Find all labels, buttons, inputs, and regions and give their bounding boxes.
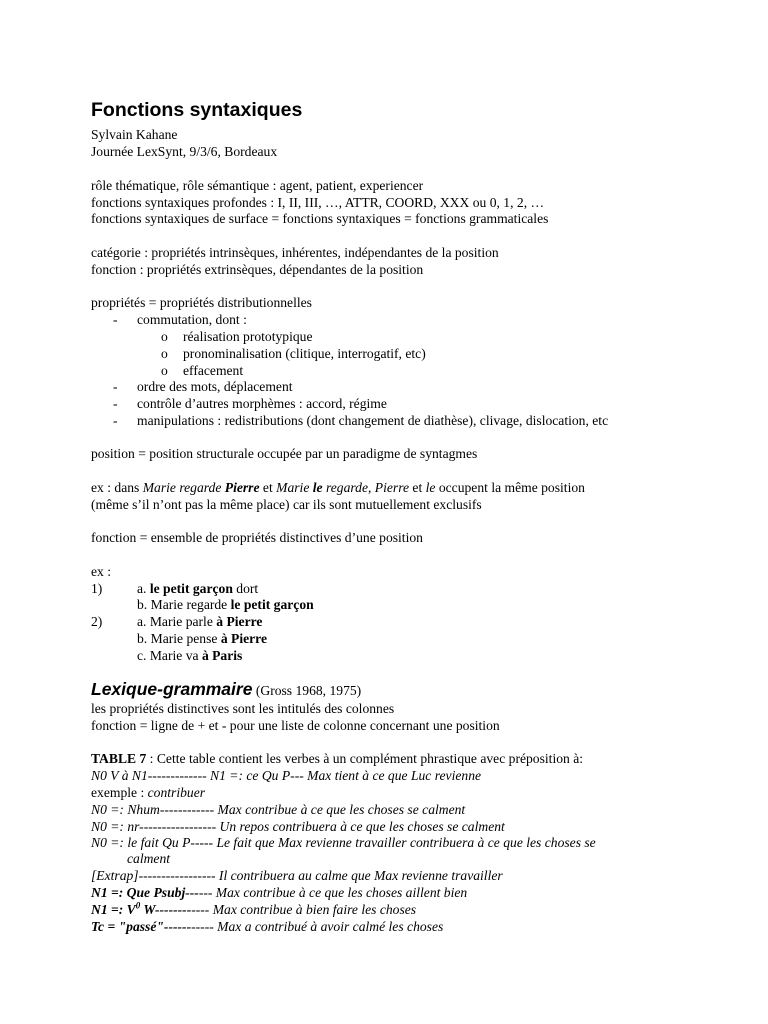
properties-intro: propriétés = propriétés distributionnelles — [91, 295, 312, 310]
text-line: fonctions syntaxiques profondes : I, II, III, …, ATTR, COORD, XXX ou 0, 1, 2, … — [91, 195, 545, 210]
example-item — [137, 597, 314, 614]
sub-list-item: effacement — [183, 363, 244, 378]
text-run: Marie pense — [150, 631, 221, 646]
sub-list-item: réalisation prototypique — [183, 329, 313, 344]
list-item: manipulations : redistributions (dont changement de diathèse), clivage, dislocation, etc — [137, 413, 609, 428]
author-line: Sylvain Kahane — [91, 127, 178, 142]
text-run: , — [368, 480, 375, 495]
example-number: 2) — [91, 614, 103, 629]
text-line: fonction : propriétés extrinsèques, dépendantes de la position — [91, 262, 424, 277]
text-run: Marie parle — [149, 614, 217, 629]
list-bullet: - — [113, 396, 118, 411]
example-sentence-continued: (même s’il n’ont pas la même place) car ils sont mutuellement exclusifs — [91, 497, 482, 512]
examples-label: ex : — [91, 564, 112, 579]
sub-list-bullet: o — [161, 363, 168, 378]
text-run: N1 =: Que Psubj--- — [91, 885, 199, 900]
table-row: N0 =: le fait Qu P----- Le fait que Max revienne travailler contribuera à ce que les choses se — [91, 835, 596, 850]
section-reference: (Gross 1968, 1975) — [252, 683, 362, 698]
superscript: 0 — [135, 900, 141, 911]
text-run: et — [259, 480, 277, 495]
text-run: Pierre — [374, 480, 410, 495]
text-run: ---- Max contribue à bien faire les choses — [191, 902, 417, 917]
sub-list-item: pronominalisation (clitique, interrogatif, etc) — [183, 346, 426, 361]
table-row: N0 =: nr----------------- Un repos contribuera à ce que les choses se calment — [91, 819, 505, 834]
table-row — [91, 785, 205, 802]
fonction-definition: fonction = ensemble de propriétés distinctives d’une position — [91, 530, 423, 545]
example-item — [137, 614, 262, 631]
text-run: regarde — [322, 480, 368, 495]
list-item: contrôle d’autres morphèmes : accord, régime — [137, 396, 387, 411]
text-run: exemple : — [91, 785, 148, 800]
example-item — [137, 648, 242, 665]
text-line: fonction = ligne de + et - pour une liste de colonne concernant une position — [91, 718, 500, 733]
text-run: Marie regarde — [142, 480, 225, 495]
text-run: le — [425, 480, 436, 495]
table-label: TABLE 7 — [91, 751, 147, 766]
table-row — [91, 919, 443, 936]
text-run: dort — [232, 581, 259, 596]
list-bullet: - — [113, 379, 118, 394]
text-run: Marie regarde — [150, 597, 231, 612]
table-row — [91, 885, 467, 902]
example-letter: c. — [137, 648, 147, 663]
text-run: à Pierre — [220, 631, 267, 646]
table-row: N0 V à N1------------- N1 =: ce Qu P--- Max tient à ce que Luc revienne — [91, 768, 482, 783]
position-definition: position = position structurale occupée par un paradigme de syntagmes — [91, 446, 478, 461]
text-run: le petit garçon — [230, 597, 314, 612]
text-line: fonctions syntaxiques de surface = fonctions syntaxiques = fonctions grammaticales — [91, 211, 549, 226]
text-run: ex : dans — [91, 480, 143, 495]
text-run: et — [409, 480, 426, 495]
table-heading — [91, 751, 583, 768]
example-item — [137, 581, 258, 598]
list-bullet: - — [113, 413, 118, 428]
section-heading — [91, 681, 361, 700]
list-bullet: - — [113, 312, 118, 327]
text-run: ----- Max a contribué à avoir calmé les choses — [191, 919, 444, 934]
text-run: W-------- — [140, 902, 192, 917]
example-number: 1) — [91, 581, 103, 596]
example-sentence — [91, 480, 585, 497]
text-line: les propriétés distinctives sont les intitulés des colonnes — [91, 701, 395, 716]
text-run: contribuer — [147, 785, 206, 800]
example-letter: a. — [137, 581, 147, 596]
example-item — [137, 631, 267, 648]
table-row: [Extrap]----------------- Il contribuera au calme que Max revienne travailler — [91, 868, 503, 883]
example-letter: a. — [137, 614, 147, 629]
text-run: Tc = "passé"------ — [91, 919, 192, 934]
text-line: rôle thématique, rôle sémantique : agent, patient, experiencer — [91, 178, 424, 193]
text-run: Marie — [276, 480, 313, 495]
text-line: catégorie : propriétés intrinsèques, inhérentes, indépendantes de la position — [91, 245, 499, 260]
list-item: ordre des mots, déplacement — [137, 379, 293, 394]
example-letter: b. — [137, 631, 148, 646]
table-row — [91, 902, 416, 919]
table-row: N0 =: Nhum------------ Max contribue à ce que les choses se calment — [91, 802, 466, 817]
text-run: le petit garçon — [149, 581, 233, 596]
sub-list-bullet: o — [161, 346, 168, 361]
list-item: commutation, dont : — [137, 312, 247, 327]
text-run: N1 =: V — [91, 902, 136, 917]
example-letter: b. — [137, 597, 148, 612]
table-description: : Cette table contient les verbes à un complément phrastique avec préposition à: — [146, 751, 584, 766]
table-row-continued: calment — [127, 851, 171, 866]
text-run: occupent la même position — [435, 480, 585, 495]
text-run: --- Max contribue à ce que les choses aillent bien — [198, 885, 468, 900]
section-title: Lexique-grammaire — [91, 679, 253, 699]
text-run: Marie va — [149, 648, 202, 663]
text-run: le — [312, 480, 323, 495]
text-run: Pierre — [224, 480, 260, 495]
page-title: Fonctions syntaxiques — [91, 99, 303, 121]
text-run: à Paris — [201, 648, 243, 663]
event-line: Journée LexSynt, 9/3/6, Bordeaux — [91, 144, 278, 159]
text-run: à Pierre — [216, 614, 263, 629]
sub-list-bullet: o — [161, 329, 168, 344]
